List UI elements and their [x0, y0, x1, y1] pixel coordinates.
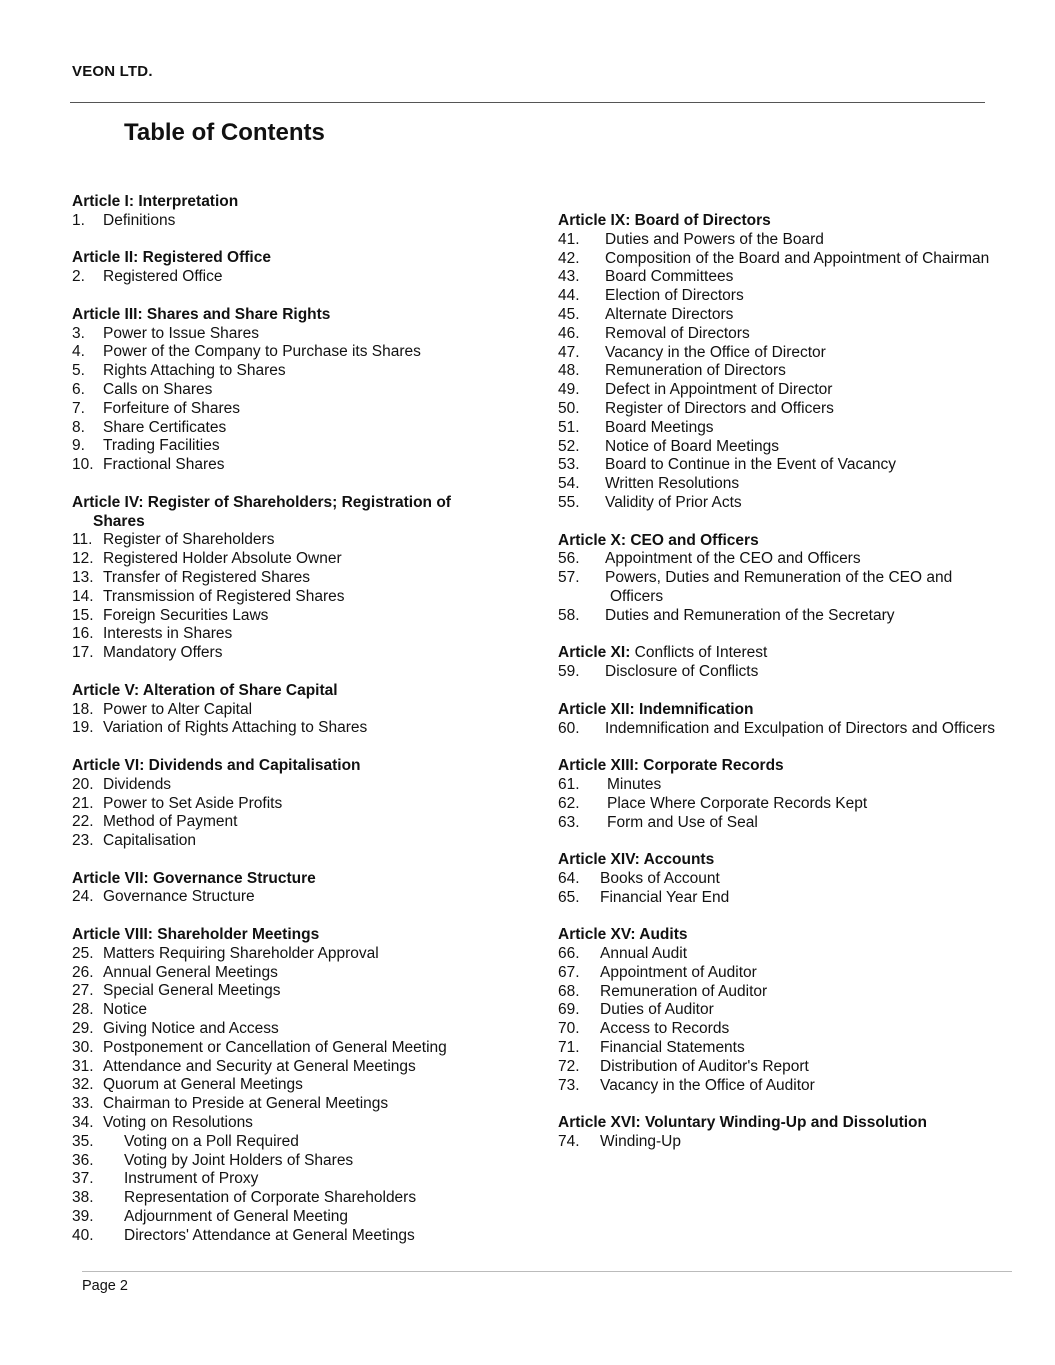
toc-entry[interactable]: [72, 381, 512, 400]
toc-entry[interactable]: [72, 212, 512, 231]
toc-entry[interactable]: [558, 1077, 1038, 1096]
article-heading-text: Article XII: Indemnification: [558, 700, 754, 718]
toc-entry[interactable]: [72, 888, 512, 907]
toc-article: [558, 212, 1038, 513]
toc-entry-title: Alternate Directors: [605, 305, 734, 323]
article-heading[interactable]: [558, 644, 1038, 663]
toc-entry[interactable]: [72, 456, 512, 475]
toc-entry-number: 40.: [72, 1226, 94, 1244]
article-heading[interactable]: [72, 682, 512, 701]
toc-entry-number: 73.: [558, 1076, 580, 1094]
toc-entry[interactable]: [72, 813, 512, 832]
article-heading[interactable]: [72, 757, 512, 776]
toc-entry-title: Minutes: [607, 775, 662, 793]
article-heading-text: Article I: Interpretation: [72, 193, 239, 210]
toc-entry[interactable]: [72, 719, 512, 738]
toc-entry-title: Board to Continue in the Event of Vacancy: [605, 456, 896, 474]
article-heading-text: Article IV: Register of Shareholders; Registration of: [72, 493, 451, 511]
toc-entry[interactable]: [558, 1020, 1038, 1039]
toc-entry[interactable]: [558, 381, 1038, 400]
toc-entry-number: 47.: [558, 343, 580, 361]
toc-entry-title: Definitions: [103, 211, 176, 229]
toc-entry[interactable]: [72, 701, 512, 720]
toc-entry-title: Register of Shareholders: [103, 531, 275, 549]
toc-entry[interactable]: [72, 419, 512, 438]
toc-entry-title: Power to Set Aside Profits: [103, 794, 283, 812]
toc-entry[interactable]: [558, 569, 1038, 588]
toc-entry-title: Duties of Auditor: [600, 1001, 714, 1019]
toc-entry-title: Register of Directors and Officers: [605, 399, 834, 417]
toc-entry-title: Transmission of Registered Shares: [103, 587, 345, 605]
toc-entry[interactable]: [558, 870, 1038, 889]
toc-entry-number: 44.: [558, 287, 580, 305]
toc-entry[interactable]: [72, 795, 512, 814]
toc-entry[interactable]: [72, 588, 512, 607]
toc-entry[interactable]: [72, 400, 512, 419]
toc-entry-title: Financial Year End: [600, 888, 730, 906]
toc-entry-title: Board Meetings: [605, 418, 714, 436]
toc-entry-number: 11.: [72, 531, 93, 549]
toc-entry-title: Chairman to Preside at General Meetings: [103, 1095, 389, 1113]
toc-entry-title: Books of Account: [600, 869, 720, 887]
toc-entry-title: Voting by Joint Holders of Shares: [124, 1151, 354, 1169]
toc-entry-number: 43.: [558, 268, 580, 286]
toc-entry-title: Remuneration of Directors: [605, 362, 786, 380]
toc-entry-title: Distribution of Auditor's Report: [600, 1057, 809, 1075]
article-heading-text: Article VIII: Shareholder Meetings: [72, 926, 320, 944]
toc-entry-number: 67.: [558, 963, 580, 981]
toc-entry-title: Variation of Rights Attaching to Shares: [103, 719, 368, 737]
toc-entry-number: 26.: [72, 963, 94, 981]
toc-entry-number: 14.: [72, 587, 94, 605]
toc-entry-title: Power to Alter Capital: [103, 700, 253, 718]
article-heading-text: Article III: Shares and Share Rights: [72, 305, 331, 323]
article-heading[interactable]: [558, 1114, 1038, 1133]
toc-entry[interactable]: [72, 1133, 512, 1152]
toc-entry-number: 46.: [558, 324, 580, 342]
article-heading-subtitle: Conflicts of Interest: [630, 644, 768, 662]
toc-entry[interactable]: [558, 776, 1038, 795]
toc-entry-title: Appointment of Auditor: [600, 963, 757, 981]
toc-entry-title: Mandatory Offers: [103, 644, 223, 662]
toc-entry[interactable]: [72, 1189, 512, 1208]
toc-entry-number: 31.: [72, 1057, 94, 1075]
toc-entry[interactable]: [72, 362, 512, 381]
toc-entry-title: Governance Structure: [103, 888, 255, 906]
article-heading[interactable]: [558, 851, 1038, 870]
toc-entry-title: Voting on Resolutions: [103, 1114, 253, 1132]
toc-entry-title: Financial Statements: [600, 1039, 745, 1057]
article-heading[interactable]: [72, 249, 512, 268]
toc-entry-number: 72.: [558, 1057, 580, 1075]
toc-entry-number: 66.: [558, 945, 580, 963]
toc-entry-title: Matters Requiring Shareholder Approval: [103, 944, 379, 962]
toc-entry[interactable]: [72, 268, 512, 287]
article-heading-text: Article XVI: Voluntary Winding-Up and Dissolution: [558, 1114, 927, 1132]
toc-entry-number: 22.: [72, 813, 94, 831]
article-heading[interactable]: [558, 532, 1038, 551]
toc-entry-number: 18.: [72, 700, 94, 718]
article-heading[interactable]: [72, 193, 512, 212]
toc-entry[interactable]: [558, 1039, 1038, 1058]
toc-entry[interactable]: [558, 475, 1038, 494]
toc-article: [558, 926, 1038, 1095]
toc-entry-number: 23.: [72, 832, 94, 850]
toc-entry-title: Duties and Powers of the Board: [605, 230, 824, 248]
toc-entry-title: Powers, Duties and Remuneration of the CEO and: [605, 569, 953, 587]
toc-entry-number: 58.: [558, 606, 580, 624]
toc-entry-title: Board Committees: [605, 268, 734, 286]
toc-article: [72, 193, 512, 231]
toc-entry[interactable]: [558, 325, 1038, 344]
toc-entry-title: Attendance and Security at General Meetings: [103, 1057, 416, 1075]
toc-entry[interactable]: [558, 663, 1038, 682]
toc-entry-number: 1.: [72, 211, 85, 229]
toc-entry-title: Method of Payment: [103, 813, 238, 831]
toc-entry-number: 19.: [72, 719, 94, 737]
toc-entry-title: Representation of Corporate Shareholders: [124, 1189, 417, 1207]
toc-entry[interactable]: [72, 437, 512, 456]
toc-entry-number: 35.: [72, 1132, 94, 1150]
toc-entry-number: 71.: [558, 1039, 580, 1057]
toc-entry[interactable]: [558, 1001, 1038, 1020]
toc-entry[interactable]: [72, 550, 512, 569]
toc-entry-title: Notice of Board Meetings: [605, 437, 780, 455]
toc-entry-number: 64.: [558, 869, 580, 887]
footer-divider: [82, 1271, 1012, 1272]
toc-entry-title: Power to Issue Shares: [103, 324, 259, 342]
toc-article: [558, 644, 1038, 682]
toc-entry[interactable]: [72, 325, 512, 344]
toc-entry[interactable]: [72, 776, 512, 795]
toc-entry[interactable]: [72, 569, 512, 588]
toc-entry-number: 74.: [558, 1133, 580, 1151]
toc-entry[interactable]: [72, 945, 512, 964]
toc-entry-number: 25.: [72, 944, 94, 962]
article-heading[interactable]: [558, 926, 1038, 945]
toc-entry-number: 49.: [558, 381, 580, 399]
toc-entry-title: Disclosure of Conflicts: [605, 663, 759, 681]
toc-entry-number: 57.: [558, 569, 580, 587]
toc-entry-number: 70.: [558, 1020, 580, 1038]
toc-article: [72, 926, 512, 1246]
toc-entry-number: 54.: [558, 475, 580, 493]
toc-entry-title: Foreign Securities Laws: [103, 606, 269, 624]
toc-entry[interactable]: [558, 306, 1038, 325]
toc-entry-number: 63.: [558, 813, 580, 831]
toc-article: [558, 701, 1038, 739]
toc-entry-title: Trading Facilities: [103, 437, 220, 455]
toc-entry-title: Annual General Meetings: [103, 963, 278, 981]
toc-article: [72, 682, 512, 738]
article-heading-text: Article XIII: Corporate Records: [558, 757, 784, 775]
toc-entry-number: 36.: [72, 1151, 94, 1169]
toc-entry-number: 16.: [72, 625, 94, 643]
toc-entry-number: 60.: [558, 719, 580, 737]
toc-entry-number: 34.: [72, 1114, 94, 1132]
toc-entry-title: Quorum at General Meetings: [103, 1076, 303, 1094]
toc-left-column: [72, 193, 512, 1264]
company-name: VEON LTD.: [72, 63, 153, 80]
toc-entry[interactable]: [558, 814, 1038, 833]
page-number: Page 2: [82, 1278, 128, 1294]
toc-entry[interactable]: [558, 419, 1038, 438]
toc-entry-title: Capitalisation: [103, 832, 197, 850]
toc-entry-number: 21.: [72, 794, 94, 812]
toc-entry-number: 38.: [72, 1189, 94, 1207]
toc-entry[interactable]: [558, 550, 1038, 569]
toc-article: [72, 757, 512, 851]
toc-entry-title: Directors' Attendance at General Meetings: [124, 1226, 415, 1244]
toc-entry-title: Composition of the Board and Appointment of Chairman: [605, 249, 990, 267]
toc-entry[interactable]: [72, 343, 512, 362]
toc-entry-number: 20.: [72, 775, 94, 793]
toc-entry-number: 13.: [72, 568, 94, 586]
toc-entry[interactable]: [72, 531, 512, 550]
toc-entry[interactable]: [72, 607, 512, 626]
toc-entry[interactable]: [72, 1076, 512, 1095]
article-heading-text: Article VI: Dividends and Capitalisation: [72, 756, 361, 774]
toc-entry-number: 48.: [558, 362, 580, 380]
header-divider: [70, 102, 985, 103]
toc-entry[interactable]: [558, 795, 1038, 814]
toc-entry[interactable]: [558, 964, 1038, 983]
article-heading[interactable]: [558, 701, 1038, 720]
toc-entry[interactable]: [558, 983, 1038, 1002]
toc-entry[interactable]: [558, 607, 1038, 626]
toc-entry-number: 51.: [558, 418, 580, 436]
toc-entry-title: Notice: [103, 1001, 147, 1019]
toc-entry[interactable]: [558, 438, 1038, 457]
toc-entry-title: Winding-Up: [600, 1133, 681, 1151]
toc-entry-number: 6.: [72, 380, 85, 398]
toc-entry-number: 50.: [558, 399, 580, 417]
toc-entry-number: 65.: [558, 888, 580, 906]
toc-entry-title: Written Resolutions: [605, 475, 740, 493]
toc-entry-number: 3.: [72, 324, 85, 342]
toc-entry[interactable]: [72, 1095, 512, 1114]
toc-right-column: [558, 212, 1038, 1171]
toc-entry-number: 9.: [72, 437, 85, 455]
toc-entry-number: 10.: [72, 456, 94, 474]
toc-entry-title: Indemnification and Exculpation of Directors and Officers: [605, 719, 995, 737]
article-heading[interactable]: [72, 494, 512, 513]
toc-entry[interactable]: [72, 1114, 512, 1133]
toc-entry[interactable]: [558, 344, 1038, 363]
article-heading-text: Article XIV: Accounts: [558, 851, 715, 869]
toc-entry-title: Annual Audit: [600, 945, 688, 963]
toc-entry-title: Rights Attaching to Shares: [103, 362, 286, 380]
toc-article: [558, 851, 1038, 907]
toc-entry-title: Special General Meetings: [103, 982, 281, 1000]
toc-entry-number: 41.: [558, 230, 580, 248]
toc-entry-title: Share Certificates: [103, 418, 227, 436]
toc-entry[interactable]: [558, 250, 1038, 269]
toc-entry-title: Validity of Prior Acts: [605, 493, 742, 511]
toc-entry-title: Transfer of Registered Shares: [103, 568, 311, 586]
toc-entry[interactable]: [72, 1058, 512, 1077]
toc-entry[interactable]: [72, 832, 512, 851]
article-heading-text: Article IX: Board of Directors: [558, 212, 771, 229]
toc-entry-title: Vacancy in the Office of Auditor: [600, 1076, 815, 1094]
article-heading[interactable]: [72, 306, 512, 325]
toc-entry[interactable]: [72, 1227, 512, 1246]
toc-entry[interactable]: [558, 400, 1038, 419]
toc-entry-title: Remuneration of Auditor: [600, 982, 768, 1000]
toc-entry-number: 42.: [558, 249, 580, 267]
toc-entry[interactable]: [558, 287, 1038, 306]
toc-entry-number: 53.: [558, 456, 580, 474]
toc-entry[interactable]: [72, 1170, 512, 1189]
toc-article: [558, 757, 1038, 832]
toc-entry-number: 27.: [72, 982, 94, 1000]
toc-entry-number: 61.: [558, 775, 580, 793]
toc-entry[interactable]: [558, 1133, 1038, 1152]
toc-entry-number: 45.: [558, 305, 580, 323]
article-heading-text: Article VII: Governance Structure: [72, 869, 316, 887]
toc-entry-title: Duties and Remuneration of the Secretary: [605, 606, 895, 624]
toc-entry-title: Forfeiture of Shares: [103, 399, 240, 417]
toc-entry-number: 5.: [72, 362, 85, 380]
toc-entry-number: 56.: [558, 550, 580, 568]
toc-entry[interactable]: [558, 889, 1038, 908]
toc-article: [72, 306, 512, 475]
toc-entry[interactable]: [558, 945, 1038, 964]
toc-entry-number: 15.: [72, 606, 94, 624]
toc-article: [72, 249, 512, 287]
article-heading-text: Article X: CEO and Officers: [558, 531, 759, 549]
toc-entry-title: Adjournment of General Meeting: [124, 1208, 349, 1226]
toc-entry-number: 8.: [72, 418, 85, 436]
article-heading-continued: Shares: [93, 512, 145, 530]
toc-entry-number: 12.: [72, 550, 94, 568]
toc-entry-title: Appointment of the CEO and Officers: [605, 550, 861, 568]
toc-entry-title: Access to Records: [600, 1020, 730, 1038]
toc-entry-title: Place Where Corporate Records Kept: [607, 794, 868, 812]
toc-entry-number: 68.: [558, 982, 580, 1000]
toc-entry[interactable]: [558, 456, 1038, 475]
toc-entry[interactable]: [72, 644, 512, 663]
toc-entry-title: Election of Directors: [605, 287, 744, 305]
toc-entry-title: Postponement or Cancellation of General Meeting: [103, 1038, 447, 1056]
toc-entry-title: Giving Notice and Access: [103, 1020, 279, 1038]
toc-entry-number: 4.: [72, 343, 85, 361]
toc-entry-title: Interests in Shares: [103, 625, 233, 643]
toc-entry-title: Power of the Company to Purchase its Shares: [103, 343, 421, 361]
article-heading-text: Article XI:: [558, 644, 631, 662]
toc-entry[interactable]: [72, 625, 512, 644]
toc-entry-title: Registered Holder Absolute Owner: [103, 550, 342, 568]
toc-entry-number: 32.: [72, 1076, 94, 1094]
article-heading-text: Article XV: Audits: [558, 926, 688, 944]
toc-entry-number: 69.: [558, 1001, 580, 1019]
toc-entry-title: Fractional Shares: [103, 456, 225, 474]
toc-entry-title: Registered Office: [103, 268, 223, 286]
toc-entry-number: 2.: [72, 268, 85, 286]
toc-entry-number: 62.: [558, 794, 580, 812]
toc-entry-number: 55.: [558, 493, 580, 511]
toc-entry-title: Removal of Directors: [605, 324, 750, 342]
article-heading-text: Article V: Alteration of Share Capital: [72, 681, 338, 699]
toc-entry[interactable]: [72, 1039, 512, 1058]
toc-article: [558, 532, 1038, 626]
toc-entry-number: 17.: [72, 644, 94, 662]
toc-entry-number: 33.: [72, 1095, 94, 1113]
page-title: Table of Contents: [124, 119, 325, 146]
toc-entry-number: 29.: [72, 1020, 94, 1038]
toc-entry-number: 52.: [558, 437, 580, 455]
toc-article: [558, 1114, 1038, 1152]
toc-entry-title: Dividends: [103, 775, 172, 793]
toc-entry[interactable]: [558, 362, 1038, 381]
toc-entry[interactable]: [558, 1058, 1038, 1077]
toc-entry[interactable]: [72, 1208, 512, 1227]
article-heading-text: Article II: Registered Office: [72, 249, 271, 267]
toc-entry-title: Voting on a Poll Required: [124, 1132, 299, 1150]
toc-entry-title: Form and Use of Seal: [607, 813, 758, 831]
toc-entry[interactable]: [558, 268, 1038, 287]
article-heading[interactable]: [72, 926, 512, 945]
toc-entry[interactable]: [72, 982, 512, 1001]
toc-article: [72, 494, 512, 663]
toc-entry[interactable]: [558, 494, 1038, 513]
toc-entry-number: 30.: [72, 1038, 94, 1056]
toc-entry-number: 59.: [558, 663, 580, 681]
toc-entry-title: Instrument of Proxy: [124, 1170, 259, 1188]
toc-entry-title: Defect in Appointment of Director: [605, 381, 833, 399]
toc-entry[interactable]: [558, 231, 1038, 250]
article-heading[interactable]: [558, 757, 1038, 776]
toc-entry[interactable]: [72, 1001, 512, 1020]
toc-entry[interactable]: [72, 1020, 512, 1039]
toc-entry-number: 39.: [72, 1208, 94, 1226]
toc-entry-number: 28.: [72, 1001, 94, 1019]
toc-entry[interactable]: [72, 1152, 512, 1171]
toc-entry-title: Vacancy in the Office of Director: [605, 343, 826, 361]
toc-entry[interactable]: [558, 720, 1038, 739]
toc-entry-number: 24.: [72, 888, 94, 906]
toc-entry-title: Calls on Shares: [103, 380, 213, 398]
article-heading[interactable]: [72, 870, 512, 889]
toc-article: [72, 870, 512, 908]
toc-entry-number: 37.: [72, 1170, 94, 1188]
toc-entry-title-continued: Officers: [610, 587, 664, 605]
toc-entry-number: 7.: [72, 399, 85, 417]
toc-entry[interactable]: [72, 964, 512, 983]
article-heading[interactable]: [558, 212, 1038, 231]
